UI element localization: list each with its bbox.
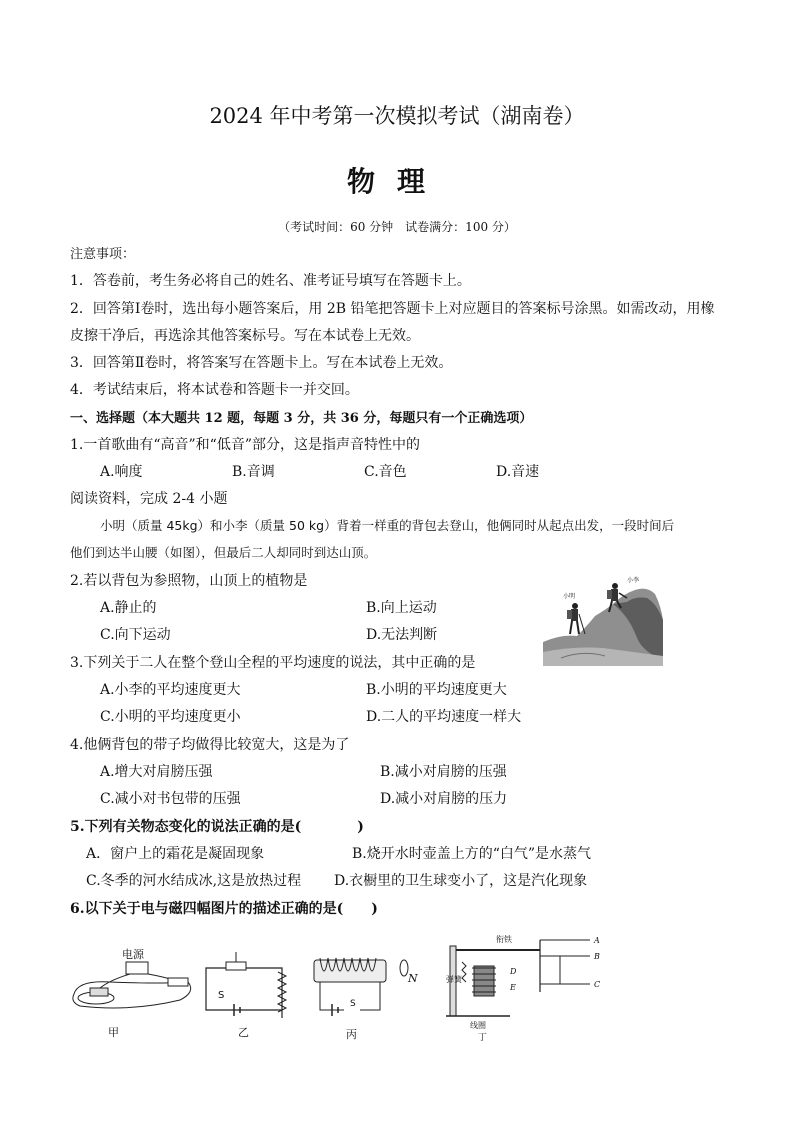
label-c: C (594, 980, 601, 989)
diagram-yi (206, 952, 286, 1039)
label-xiaoming: 小明 (563, 593, 576, 600)
q5-option-b: B.烧开水时壶盖上方的“白气”是水蒸气 (352, 846, 592, 862)
note-item-2-cont: 皮擦干净后，再选涂其他答案标号。写在本试卷上无效。 (70, 328, 420, 344)
q5-option-d: D.衣橱里的卫生球变小了，这是汽化现象 (334, 873, 588, 889)
note-item-1: 1．答卷前，考生务必将自己的姓名、准考证号填写在答题卡上。 (70, 273, 471, 289)
label-s-bing: S (350, 999, 356, 1009)
label-xianquan: 线圈 (470, 1021, 486, 1030)
label-s-yi: S (218, 990, 225, 1001)
label-xiaoli: 小李 (627, 577, 640, 584)
diagram-ding (446, 934, 600, 1042)
q1-option-a: A.响度 (100, 464, 143, 480)
q4-option-c: C.减小对书包带的压强 (100, 791, 241, 807)
q2-option-c: C.向下运动 (100, 627, 171, 643)
hiker-xiaoming-icon (567, 603, 585, 634)
q5-stem: 5.下列有关物态变化的说法正确的是( ) (70, 819, 364, 835)
notes-heading: 注意事项： (70, 247, 136, 262)
reading-line-2: 他们到达半山腰（如图），但最后二人却同时到达山顶。 (70, 545, 377, 560)
label-a: A (594, 936, 600, 945)
q1-option-d: D.音速 (496, 464, 540, 480)
q4-stem: 4.他俩背包的带子均做得比较宽大，这是为了 (70, 737, 350, 753)
note-item-4: 4．考试结束后，将本试卷和答题卡一并交回。 (70, 382, 359, 398)
q4-option-a: A.增大对肩膀压强 (100, 764, 213, 780)
exam-title: 2024 年中考第一次模拟考试（湖南卷） (209, 104, 585, 128)
label-xiantie: 衔铁 (496, 935, 512, 944)
q3-option-b: B.小明的平均速度更大 (366, 682, 507, 698)
label-jia: 甲 (108, 1026, 119, 1039)
label-ding: 丁 (478, 1033, 488, 1042)
label-n: N (408, 972, 418, 985)
label-yi: 乙 (238, 1026, 249, 1039)
mountain-climbers-figure (543, 576, 663, 666)
q3-option-d: D.二人的平均速度一样大 (366, 709, 522, 725)
q3-stem: 3.下列关于二人在整个登山全程的平均速度的说法，其中正确的是 (70, 655, 476, 671)
label-tanhuang: 弹簧 (446, 975, 462, 984)
q1-option-c: C.音色 (364, 464, 407, 480)
q5-option-c: C.冬季的河水结成冰,这是放热过程 (86, 873, 302, 889)
q4-option-b: B.减小对肩膀的压强 (380, 764, 507, 780)
diagram-bing (314, 958, 418, 1041)
q2-option-d: D.无法判断 (366, 627, 438, 643)
q2-option-a: A.静止的 (100, 600, 157, 616)
label-d: D (510, 967, 517, 976)
label-b: B (594, 952, 600, 961)
q4-option-d: D.减小对肩膀的压力 (380, 791, 508, 807)
q1-option-b: B.音调 (232, 464, 275, 480)
electromagnetism-diagrams (70, 932, 610, 1042)
diagram-jia (73, 947, 191, 1039)
section1-heading: 一、选择题（本大题共 12 题，每题 3 分，共 36 分，每题只有一个正确选项） (70, 411, 533, 426)
reading-intro: 阅读资料，完成 2-4 小题 (70, 491, 228, 507)
note-item-2: 2．回答第Ⅰ卷时，选出每小题答案后，用 2B 铅笔把答题卡上对应题目的答案标号涂黑。如需改动，用橡 (70, 301, 715, 317)
label-bing: 丙 (346, 1028, 357, 1041)
q1-stem: 1.一首歌曲有“高音”和“低音”部分，这是指声音特性中的 (70, 437, 420, 453)
label-e: E (510, 983, 516, 992)
q6-stem: 6.以下关于电与磁四幅图片的描述正确的是( ) (70, 901, 378, 917)
q5-option-a: A．窗户上的霜花是凝固现象 (86, 846, 265, 862)
q2-stem: 2.若以背包为参照物，山顶上的植物是 (70, 573, 308, 589)
q2-option-b: B.向上运动 (366, 600, 437, 616)
reading-line-1: 小明（质量 45kg）和小李（质量 50 kg）背着一样重的背包去登山，他俩同时从起点出发，一段时间后 (100, 518, 675, 533)
label-power: 电源 (122, 948, 144, 961)
q3-option-a: A.小李的平均速度更大 (100, 682, 241, 698)
q3-option-c: C.小明的平均速度更小 (100, 709, 241, 725)
subject-title: 物理 (346, 165, 447, 198)
note-item-3: 3．回答第Ⅱ卷时，将答案写在答题卡上。写在本试卷上无效。 (70, 355, 453, 371)
exam-info: （考试时间：60 分钟 试卷满分：100 分） (278, 220, 516, 234)
